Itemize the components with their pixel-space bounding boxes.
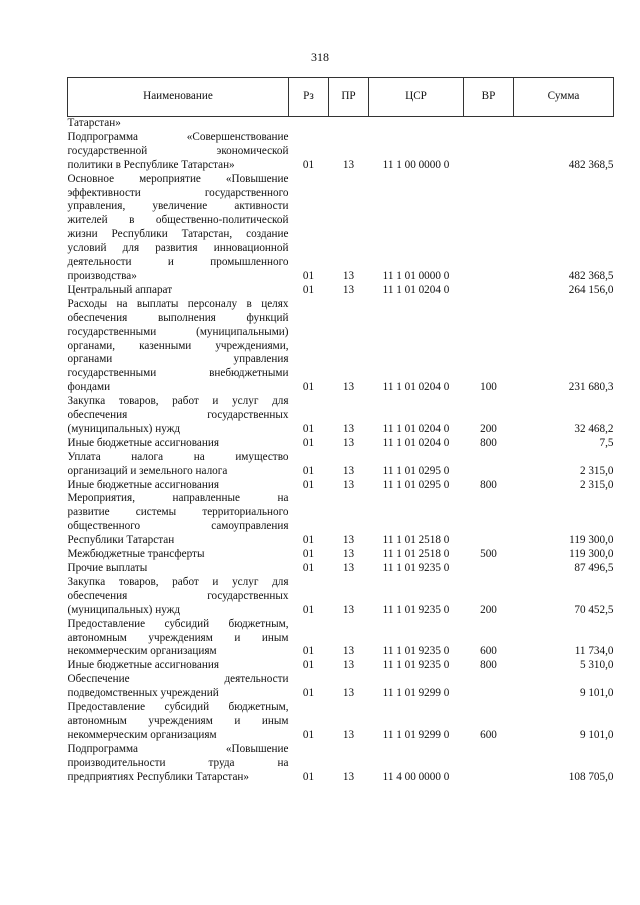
row-csr: 11 1 01 9299 0 [382,728,450,741]
row-csr: 11 1 01 0000 0 [382,269,450,282]
row-name-line: Основное мероприятие «Повышение [67,172,289,185]
row-sum: 5 310,0 [579,659,614,672]
row-name-line: Подпрограмма «Совершенствование [67,130,289,143]
row-csr: 11 1 00 0000 0 [382,158,450,171]
table-row [68,117,614,131]
row-name-line: Республики Татарстан [67,534,175,547]
row-sum: 70 452,5 [574,603,614,616]
row-name-line: (муниципальных) нужд [67,422,181,435]
row-name-line: обеспечения государственных [67,409,289,422]
row-name-line: организаций и земельного налога [67,464,228,477]
column-header-vr: ВР [464,78,514,117]
column-header-name: Наименование [68,78,289,117]
row-name-line: обеспечения государственных [67,589,289,602]
table-row [68,673,614,701]
row-pr: 13 [342,158,355,171]
row-rz: 01 [302,269,315,282]
row-name [68,659,289,673]
column-header-csr: ЦСР [369,78,464,117]
row-pr: 13 [342,562,355,574]
row-pr: 13 [342,478,355,491]
row-sum: 482 368,5 [568,269,614,282]
row-name-line: (муниципальных) нужд [67,603,181,616]
row-rz: 01 [302,659,315,672]
row-name-line: Подпрограмма «Повышение [67,742,289,755]
row-name-line: Прочие выплаты [67,562,148,574]
row-vr [464,451,514,479]
row-name-line: некоммерческим организациям [67,645,217,658]
row-name-line: государственными внебюджетными [67,367,289,380]
row-rz: 01 [302,770,315,783]
row-sum: 264 156,0 [568,283,614,296]
table-row [68,492,614,548]
row-name-line: производительности труда на [67,756,289,769]
row-name-line: Предоставление субсидий бюджетным, [67,701,289,714]
row-sum: 87 496,5 [574,562,614,574]
row-pr: 13 [342,645,355,658]
table-row [68,173,614,284]
row-csr: 11 4 00 0000 0 [382,770,450,783]
row-vr [464,131,514,173]
row-vr [464,117,514,131]
row-name [68,284,289,298]
row-name [68,395,289,437]
row-csr: 11 1 01 0204 0 [382,283,450,296]
row-name [68,437,289,451]
row-csr: 11 1 01 9235 0 [382,659,450,672]
row-vr: 200 [480,603,497,616]
row-csr: 11 1 01 0204 0 [382,422,450,435]
row-pr: 13 [342,436,355,449]
row-vr [464,562,514,576]
row-vr [464,673,514,701]
row-vr: 600 [480,645,497,658]
row-name-line: органами, казенными учреждениями, [67,339,289,352]
row-csr: 11 1 01 2518 0 [382,548,450,561]
row-name [68,117,289,131]
row-pr: 13 [342,422,355,435]
row-name [68,673,289,701]
row-rz: 01 [302,562,315,574]
row-name-line: предприятиях Республики Татарстан» [67,770,249,783]
table-row [68,451,614,479]
row-name-line: Татарстан» [67,117,121,129]
row-name-line: управления, увеличение активности [67,200,289,213]
row-vr [464,284,514,298]
row-sum [514,117,614,131]
row-name-line: подведомственных учреждений [67,687,219,700]
row-sum: 482 368,5 [568,158,614,171]
row-name-line: Центральный аппарат [67,283,173,296]
row-rz: 01 [302,158,315,171]
row-csr: 11 1 01 9299 0 [382,687,450,700]
row-name-line: производства» [67,269,137,282]
row-csr: 11 1 01 0204 0 [382,436,450,449]
row-name [68,131,289,173]
row-name-line: государственными (муниципальными) [67,325,289,338]
row-vr [464,492,514,548]
row-name-line: Иные бюджетные ассигнования [67,478,219,491]
row-vr: 500 [480,548,497,561]
row-pr: 13 [342,283,355,296]
row-pr: 13 [342,770,355,783]
row-vr: 600 [480,728,497,741]
row-sum: 2 315,0 [579,464,614,477]
row-name-line: эффективности государственного [67,186,289,199]
row-pr: 13 [342,659,355,672]
row-name [68,479,289,493]
row-sum: 7,5 [599,436,614,449]
row-rz: 01 [302,645,315,658]
row-name-line: жителей в общественно-политической [67,214,289,227]
row-vr [464,743,514,785]
budget-table [67,77,614,785]
table-row [68,131,614,173]
table-row [68,298,614,395]
row-name-line: Мероприятия, направленные на [67,492,289,505]
table-row [68,479,614,493]
row-pr: 13 [342,269,355,282]
row-name [68,548,289,562]
row-rz: 01 [302,464,315,477]
row-pr: 13 [342,534,355,547]
row-rz: 01 [302,534,315,547]
row-rz: 01 [302,283,315,296]
row-sum: 231 680,3 [568,381,614,394]
row-sum: 108 705,0 [568,770,614,783]
row-name-line: фондами [67,381,111,394]
row-pr: 13 [342,464,355,477]
row-pr: 13 [342,687,355,700]
row-sum: 119 300,0 [569,548,614,561]
column-header-sum: Сумма [514,78,614,117]
row-csr: 11 1 01 2518 0 [382,534,450,547]
row-name-line: Межбюджетные трансферты [67,548,205,561]
row-rz: 01 [302,728,315,741]
table-row [68,618,614,660]
row-csr: 11 1 01 0204 0 [382,381,450,394]
row-name-line: Уплата налога на имущество [67,450,289,463]
row-sum: 9 101,0 [579,687,614,700]
row-rz: 01 [302,436,315,449]
row-name-line: Закупка товаров, работ и услуг для [67,575,289,588]
table-body [68,117,614,785]
row-vr: 200 [480,422,497,435]
row-rz: 01 [302,478,315,491]
table-row [68,395,614,437]
row-name-line: Иные бюджетные ассигнования [67,659,219,672]
row-name-line: автономным учреждениям и иным [67,714,289,727]
page-number: 318 [311,50,329,64]
row-name [68,451,289,479]
row-name-line: политики в Республике Татарстан» [67,158,235,171]
table-row [68,743,614,785]
row-name [68,701,289,743]
table-header-row [68,78,614,117]
row-name-line: общественного самоуправления [67,520,289,533]
table-row [68,562,614,576]
row-pr: 13 [342,381,355,394]
row-pr: 13 [342,728,355,741]
row-csr: 11 1 01 0295 0 [382,478,450,491]
row-name-line: автономным учреждениям и иным [67,631,289,644]
row-name-line: жизни Республики Татарстан, создание [67,228,289,241]
row-csr: 11 1 01 0295 0 [382,464,450,477]
row-vr: 800 [480,478,497,491]
row-name [68,743,289,785]
row-name-line: некоммерческим организациям [67,728,217,741]
table-row [68,548,614,562]
row-csr: 11 1 01 9235 0 [382,603,450,616]
row-name [68,173,289,284]
table-row [68,284,614,298]
row-name [68,492,289,548]
row-sum: 2 315,0 [579,478,614,491]
row-rz: 01 [302,548,315,561]
row-name-line: условий для развития инновационной [67,242,289,255]
row-name-line: Закупка товаров, работ и услуг для [67,395,289,408]
row-csr: 11 1 01 9235 0 [382,562,450,574]
row-name-line: Обеспечение деятельности [67,673,289,686]
row-name-line: обеспечения выполнения функций [67,311,289,324]
row-pr: 13 [342,603,355,616]
row-sum: 119 300,0 [569,534,614,547]
row-name-line: государственной экономической [67,144,289,157]
row-pr: 13 [342,548,355,561]
row-vr [464,173,514,284]
row-rz [289,117,329,131]
row-name [68,618,289,660]
table-row [68,437,614,451]
row-sum: 32 468,2 [574,422,614,435]
row-name-line: Предоставление субсидий бюджетным, [67,617,289,630]
table-row [68,576,614,618]
row-rz: 01 [302,422,315,435]
row-csr: 11 1 01 9235 0 [382,645,450,658]
row-name-line: развитие системы территориального [67,506,289,519]
row-name-line: органами управления [67,353,289,366]
row-name-line: Расходы на выплаты персоналу в целях [67,297,289,310]
row-sum: 11 734,0 [574,645,614,658]
row-name-line: Иные бюджетные ассигнования [67,436,219,449]
row-vr: 100 [480,381,497,394]
row-csr [369,117,464,131]
table-row [68,701,614,743]
row-vr: 800 [480,659,497,672]
row-name [68,298,289,395]
row-name [68,562,289,576]
row-vr: 800 [480,436,497,449]
row-rz: 01 [302,687,315,700]
row-name-line: деятельности и промышленного [67,256,289,269]
column-header-rz: Рз [289,78,329,117]
row-rz: 01 [302,381,315,394]
row-name [68,576,289,618]
row-pr [329,117,369,131]
row-rz: 01 [302,603,315,616]
table-row [68,659,614,673]
column-header-pr: ПР [329,78,369,117]
row-sum: 9 101,0 [579,728,614,741]
